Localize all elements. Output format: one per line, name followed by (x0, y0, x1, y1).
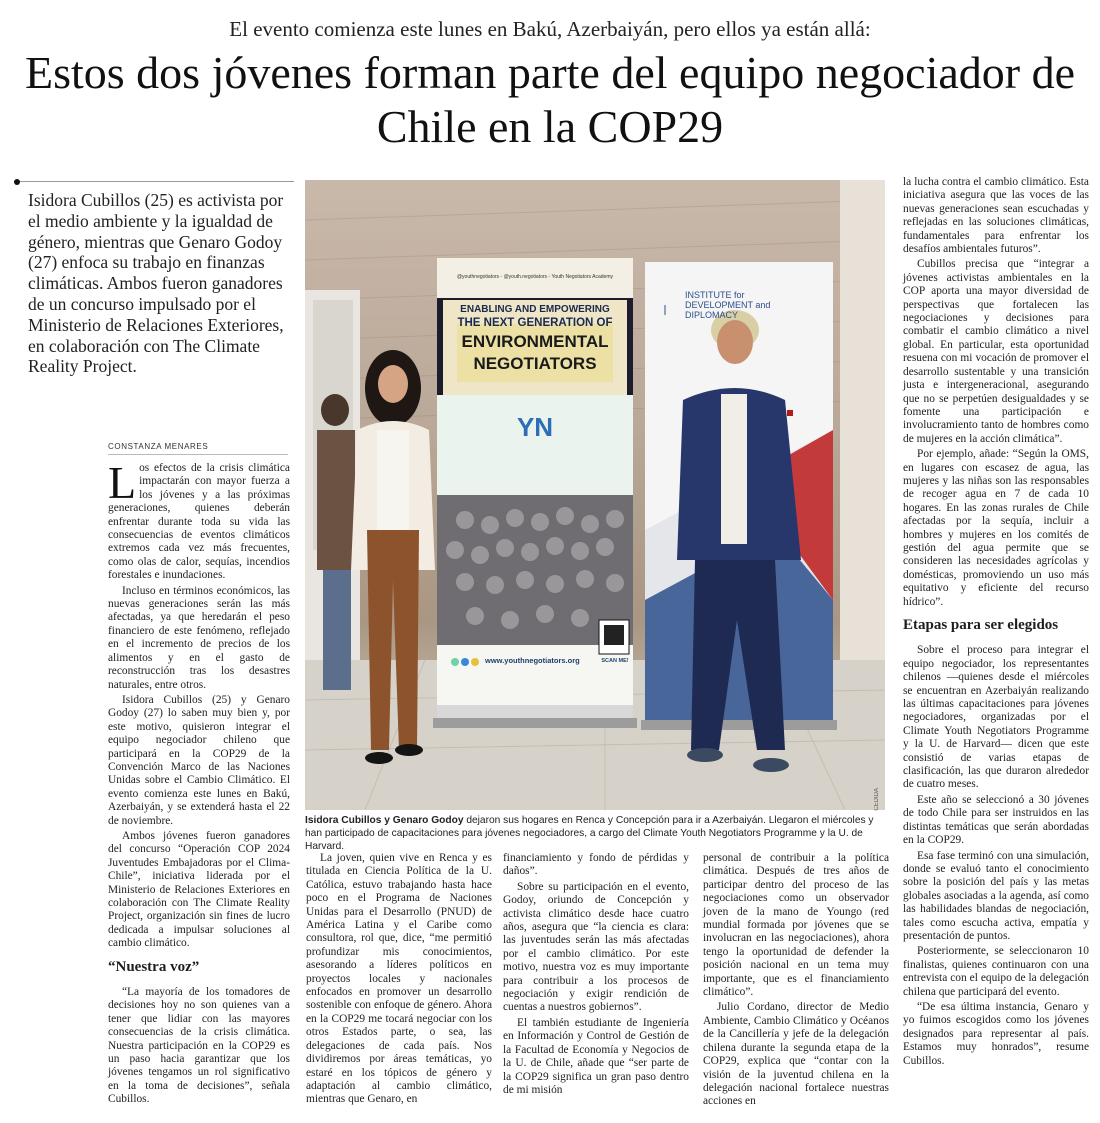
banner-left-scan: SCAN ME! (601, 658, 629, 664)
banner-left-line1: ENABLING AND EMPOWERING (460, 304, 610, 315)
headline: Estos dos jóvenes forman parte del equipo negociador de Chile en la COP29 (24, 47, 1076, 152)
banner-right-title: INSTITUTE for DEVELOPMENT and DIPLOMACY (685, 290, 771, 320)
paragraph: Cubillos precisa que “integrar a jóvenes activistas ambientales en la COP aporta una mayor diversidad de perspectivas que fortalecen las negociaciones y decisiones para combatir el cambio climático a nivel global. En particular, esta oportunidad resuena con mi vocación de promover el desarrollo sustentable y una transición justa e intergeneracional, asegurando que no se perpetúen desigualdades y se fomente una participación e involucramiento tanto de hombres como de mujeres en la acción climática”. (903, 258, 1089, 445)
paragraph: La joven, quien vive en Renca y es titulada en Ciencia Política de la U. Católica, estuvo trabajando hasta hace poco en el Programa de Naciones Unidas para el Desarrollo (PNUD) de América Latina y el Caribe como consultora, rol que, dice, “me permitió profundizar mis conocimientos, asesorando a líderes políticos en proyectos locales y nacionales enfocados en promover un desarrollo sostenible con enfoque de género. Ahora en la COP29 me tocará negociar con los otros Estados parte, o sea, las delegaciones de cada país. Nos dividiremos por áreas temáticas, yo estaré en los tópicos de género y adaptación al cambio climático, mientras que Genaro, en (306, 852, 492, 1106)
caption-text: dejaron sus hogares en Renca y Concepción para ir a Azerbaiyán. Llegaron el miércoles y han participado de capacitaciones para jóvenes negociadores, a cargo del Climate Youth Negotiators Programme y la U. de Harvard. (305, 815, 874, 852)
paragraph: Este año se seleccionó a 30 jóvenes de todo Chile para ser instruidos en las distintas temáticas que serán abordadas en la COP29. (903, 793, 1089, 847)
drop-cap: L (108, 457, 137, 508)
paragraph: Posteriormente, se seleccionaron 10 finalistas, quienes continuaron con una entrevista con el equipo de la delegación chilena que participará del evento. (903, 945, 1089, 998)
banner-left-logo: YN (516, 412, 554, 442)
article-column-3 (503, 852, 689, 1099)
paragraph: personal de contribuir a la política climática. Después de tres años de participar dentro del proceso de las negociaciones como un observador joven de la mano de Youngo (red mundial formada por jóvenes que se involucran en las negociaciones), ahora tengo la oportunidad de defender la posición nacional en un tema muy importante, que es el financiamiento climático”. (703, 852, 889, 999)
paragraph: Sobre el proceso para integrar el equipo negociador, los representantes chilenos —quienes desde el miércoles se encuentran en Azerbaiyán realizando las últimas capacitaciones para jóvenes negociadores, organizadas por el Climate Youth Negotiators Programme y la U. de Harvard— dicen que este consistió de varias etapas de clasificación, las que duraron alrededor de cuatro meses. (903, 644, 1089, 791)
paragraph: “De esa última instancia, Genaro y yo fuimos escogidos como los jóvenes designados para representar al país. Estamos muy honrados”, resume Cubillos. (903, 1000, 1089, 1067)
paragraph: Esa fase terminó con una simulación, donde se evaluó tanto el conocimiento sobre la posición del país y las metas globales asociadas a la agenda, así como las habilidades blandas de negociación, tales como escucha activa, empatía y presentación de puntos. (903, 849, 1089, 942)
banner-left-url: www.youthnegotiators.org (485, 656, 580, 665)
article-column-4 (703, 852, 889, 1111)
caption-names: Isidora Cubillos y Genaro Godoy (305, 815, 464, 826)
lead-paragraph: Isidora Cubillos (25) es activista por el medio ambiente y la igualdad de género, mientras que Genaro Godoy (27) enfoca su trabajo en finanzas climáticas. Ambos fueron ganadores de un concurso impulsado por el Ministerio de Relaciones Exteriores, en colaboración con The Climate Reality Project. (28, 190, 284, 377)
photo-caption (305, 814, 891, 853)
paragraph: Isidora Cubillos (25) y Genaro Godoy (27) lo saben muy bien y, por este motivo, quisieron integrar el equipo negociador chileno que participará en la COP29 de la Convención Marco de las Naciones Unidas sobre el Cambio Climático. El evento comienza este lunes en Bakú, Azerbaiyán, y se extenderá hasta el 22 de noviembre. (108, 693, 290, 827)
photo-credit: CEDIDA (874, 788, 880, 811)
byline: CONSTANZA MENARES (108, 442, 288, 455)
article-photo (305, 180, 885, 810)
subheading: Etapas para ser elegidos (903, 617, 1059, 633)
paragraph: Incluso en términos económicos, las nuevas generaciones serán las más afectadas, ya que heredarán el peso financiero de este fenómeno, reflejado en el incremento de precios de los alimentos y en el gasto de reconstrucción tras los desastres naturales, entre otros. (108, 584, 290, 691)
kicker: El evento comienza este lunes en Bakú, Azerbaiyán, pero ellos ya están allá: (229, 17, 871, 41)
paragraph: “La mayoría de los tomadores de decisiones hoy no son quienes van a tener que lidiar con las mayores consecuencias de la crisis climática. Nuestra participación en la COP29 es un paso hacia garantizar que los jóvenes tengamos un rol significativo en la toma de decisiones”, señala Cubillos. (108, 986, 290, 1106)
paragraph: Julio Cordano, director de Medio Ambiente, Cambio Climático y Océanos de la Cancillería y jefe de la delegación chilena durante la segunda etapa de la COP29, explica que “contar con la visión de la juventud chilena en la delegación nacional fortalece nuestras acciones en (703, 1001, 889, 1108)
paragraph: El también estudiante de Ingeniería en Información y Control de Gestión de la Facultad de Economía y Negocios de la U. de Chile, añade que “ser parte de la COP29 significa un gran paso dentro de mi misión (503, 1016, 689, 1096)
lead-rule (14, 181, 294, 182)
article-column-5 (903, 176, 1089, 1070)
paragraph-text: os efectos de la crisis climática impactarán con mayor fuerza a los jóvenes y a las próximas generaciones, quienes deberán enfrentar durante toda su vida las consecuencias de eventos climáticos extremos cada vez más frecuentes, como olas de calor, sequías, incendios forestales e inundaciones. (108, 462, 290, 582)
paragraph: Sobre su participación en el evento, Godoy, oriundo de Concepción y activista climático desde hace cuatro años, asegura que “la ciencia es clara: las juventudes serán las más afectadas por el cambio climático. Por este motivo, nuestra voz es muy importante para contribuir a los procesos de negociación y exigir rendición de cuentas a nuestros gobiernos”. (503, 880, 689, 1014)
article-column-2 (306, 852, 492, 1109)
banner-left-line4: NEGOTIATORS (473, 354, 597, 373)
paragraph: Por ejemplo, añade: “Según la OMS, en lugares con escasez de agua, las mujeres y las niñas son las responsables de recoger agua en 7 de cada 10 hogares. En las zonas rurales de Chile afectadas por la sequía, incluir a hombres y mujeres en los comités de gestión del agua permite que se consideren las necesidades agrícolas y domésticas, promoviendo un uso más equitativo y eficiente del recurso hídrico”. (903, 448, 1089, 608)
paragraph (108, 457, 290, 583)
bullet-icon (14, 179, 20, 185)
banner-left-line3: ENVIRONMENTAL (461, 332, 609, 351)
paragraph: Ambos jóvenes fueron ganadores del concurso “Operación COP 2024 Juventudes Embajadoras por el Clima-Chile”, iniciativa liderada por el Ministerio de Relaciones Exteriores en colaboración con The Climate Reality Project, organización sin fines de lucro dedicada a impulsar soluciones al cambio climático. (108, 829, 290, 950)
subheading: “Nuestra voz” (108, 958, 200, 975)
paragraph: la lucha contra el cambio climático. Esta iniciativa asegura que las voces de las nuevas generaciones sean escuchadas y reflejadas en las soluciones climáticas, fundamentales para enfrentar los desafíos ambientales futuros”. (903, 176, 1089, 256)
banner-left-line2: THE NEXT GENERATION OF (457, 317, 613, 329)
banner-left-tag: @youthnegotiators ◦ @youth.negotiators ◦ Youth Negotiators Academy (456, 274, 613, 280)
article-column-1 (108, 457, 290, 1109)
paragraph: financiamiento y fondo de pérdidas y daños”. (503, 852, 689, 878)
